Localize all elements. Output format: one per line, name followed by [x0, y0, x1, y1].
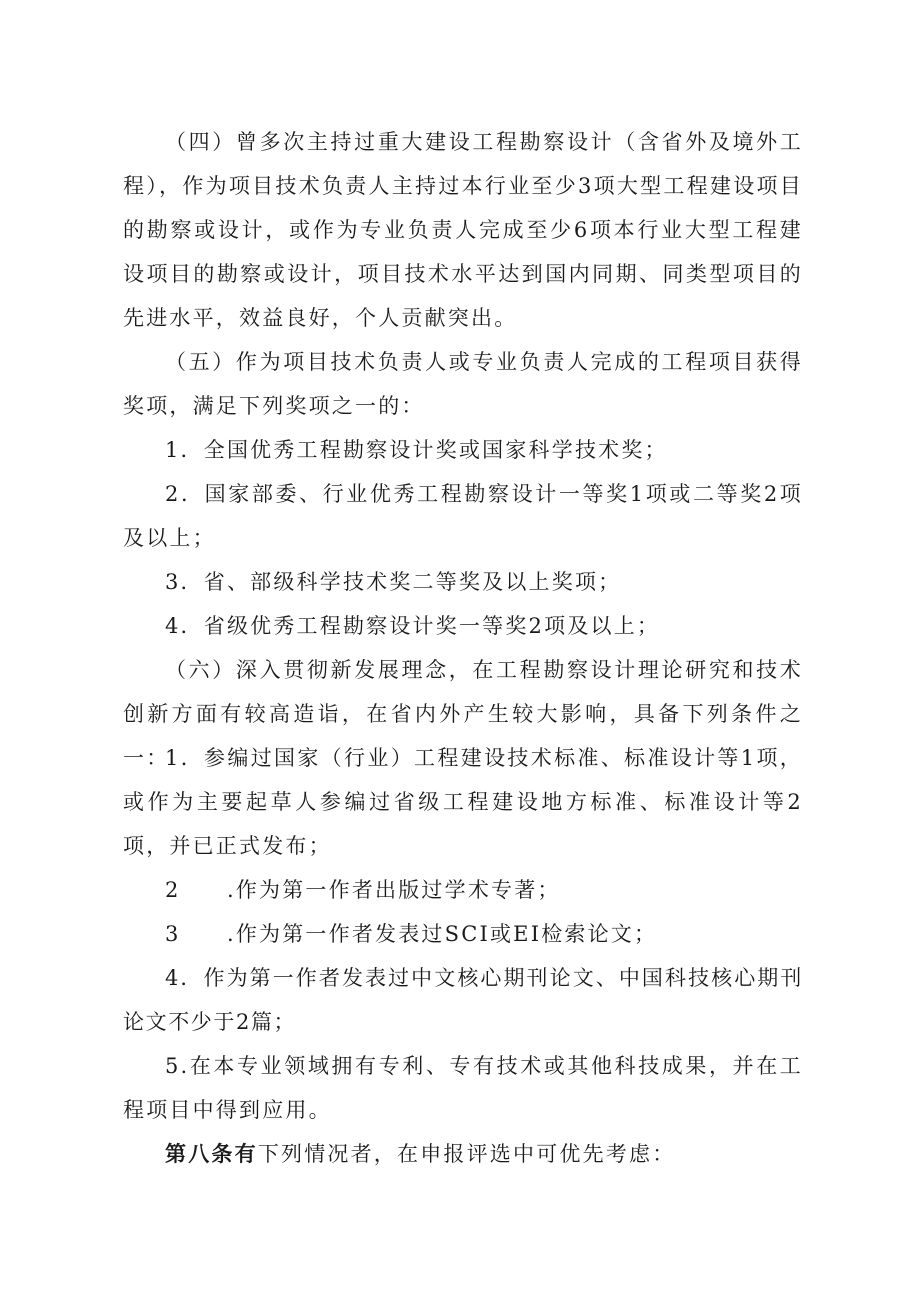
paragraph-item-6: （六）深入贯彻新发展理念，在工程勘察设计理论研究和技术创新方面有较高造诣，在省内外产生较大影响，具备下列条件之一：: [123, 658, 803, 770]
article-8-paragraph: [123, 1132, 803, 1176]
award-item-4: 4．省级优秀工程勘察设计奖一等奖2项及以上；: [165, 614, 661, 638]
award-item-3: 3．省、部级科学技术奖二等奖及以上奖项；: [165, 570, 622, 594]
paragraph-item-4: （四）曾多次主持过重大建设工程勘察设计（含省外及境外工程），作为项目技术负责人主持过本行业至少3项大型工程建设项目的勘察或设计，或作为专业负责人完成至少6项本行业大型工程建设项目的勘察或设计，项目技术水平达到国内同期、同类型项目的先进水平，效益良好，个人贡献突出。: [123, 130, 803, 330]
award-item-1: 1．全国优秀工程勘察设计奖或国家科学技术奖；: [165, 438, 668, 462]
condition-item-1: 1．参编过国家（行业）工程建设技术标准、标准设计等1项，或作为主要起草人参编过省级工程建设地方标准、标准设计等2项，并已正式发布；: [123, 746, 803, 858]
paragraph-item-5: （五）作为项目技术负责人或专业负责人完成的工程项目获得奖项，满足下列奖项之一的：: [123, 350, 803, 418]
article-8-heading: 第八条有: [165, 1141, 258, 1166]
condition-item-2: 2 .作为第一作者出版过学术专著；: [165, 878, 561, 902]
condition-item-4: 4．作为第一作者发表过中文核心期刊论文、中国科技核心期刊论文不少于2篇；: [123, 966, 803, 1034]
article-8-text: 下列情况者，在申报评选中可优先考虑：: [257, 1142, 676, 1166]
condition-item-3: 3 .作为第一作者发表过SCI或EI检索论文；: [165, 922, 658, 946]
condition-item-5: 5.在本专业领域拥有专利、专有技术或其他科技成果，并在工程项目中得到应用。: [123, 1054, 803, 1122]
award-item-2: 2．国家部委、行业优秀工程勘察设计一等奖1项或二等奖2项及以上；: [123, 482, 803, 550]
